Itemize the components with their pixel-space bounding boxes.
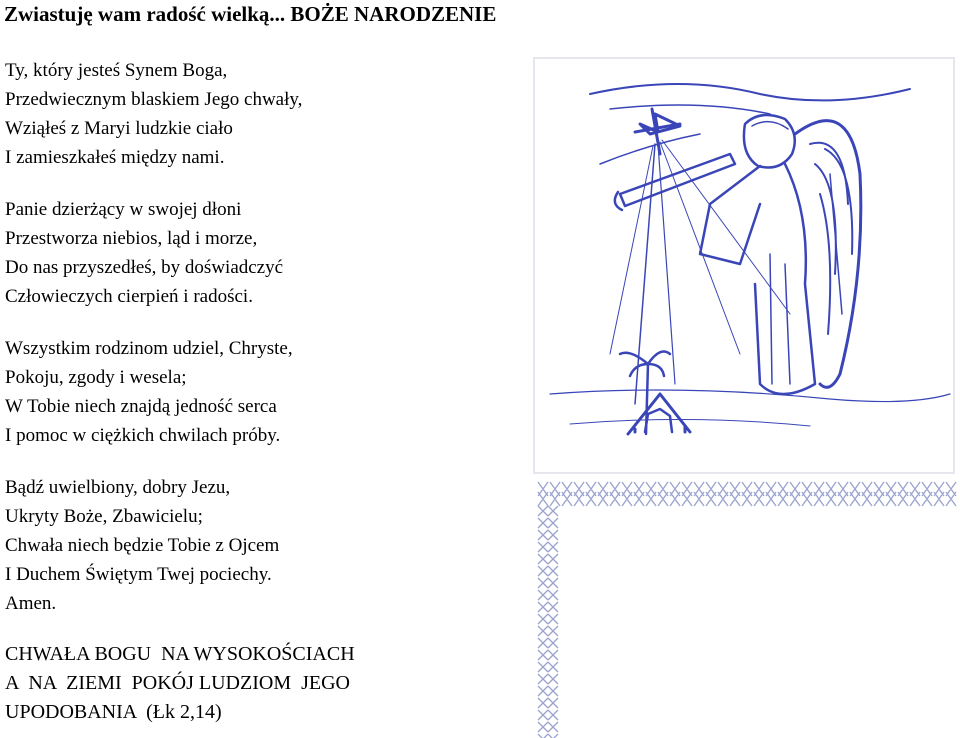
cross-stitch-border bbox=[538, 482, 956, 738]
angel-illustration bbox=[530, 54, 960, 738]
closing-line: A NA ZIEMI POKÓJ LUDZIOM JEGO bbox=[5, 672, 350, 694]
stanza-line: Chwała niech będzie Tobie z Ojcem bbox=[5, 535, 280, 556]
stanza-line: Ty, który jesteś Synem Boga, bbox=[5, 60, 228, 81]
page-title: Zwiastuję wam radość wielką... BOŻE NARODZENIE bbox=[4, 2, 497, 26]
stanza-line: Przedwiecznym blaskiem Jego chwały, bbox=[5, 89, 303, 110]
palm-tree-icon bbox=[620, 352, 670, 434]
closing-verse bbox=[5, 640, 355, 727]
closing-line: CHWAŁA BOGU NA WYSOKOŚCIACH bbox=[5, 643, 355, 665]
stanza-line: I Duchem Świętym Twej pociechy. bbox=[5, 564, 272, 585]
stanza-line: W Tobie niech znajdą jedność serca bbox=[5, 396, 277, 417]
stanza-line: Wszystkim rodzinom udziel, Chryste, bbox=[5, 338, 293, 359]
stable-icon bbox=[628, 394, 690, 434]
stanza-line: Panie dzierżący w swojej dłoni bbox=[5, 199, 242, 220]
stanza-1 bbox=[5, 56, 302, 172]
stanza-line: Amen. bbox=[5, 593, 57, 614]
stanza-line: Wziąłeś z Maryi ludzkie ciało bbox=[5, 118, 233, 139]
stanza-4 bbox=[5, 473, 279, 618]
stanza-line: Bądź uwielbiony, dobry Jezu, bbox=[5, 477, 231, 498]
stanza-line: Przestworza niebios, ląd i morze, bbox=[5, 228, 258, 249]
image-frame bbox=[534, 58, 954, 473]
closing-line: UPODOBANIA (Łk 2,14) bbox=[5, 701, 222, 723]
stanza-line: Ukryty Boże, Zbawicielu; bbox=[5, 506, 203, 527]
angel-drawing bbox=[550, 84, 950, 434]
stanza-line: I pomoc w ciężkich chwilach próby. bbox=[5, 425, 281, 446]
stanza-2 bbox=[5, 195, 283, 311]
stanza-line: Pokoju, zgody i wesela; bbox=[5, 367, 187, 388]
stanza-line: I zamieszkałeś między nami. bbox=[5, 147, 225, 168]
star-icon bbox=[635, 109, 680, 154]
stanza-line: Człowieczych cierpień i radości. bbox=[5, 286, 253, 307]
stanza-line: Do nas przyszedłeś, by doświadczyć bbox=[5, 257, 284, 278]
stanza-3 bbox=[5, 334, 293, 450]
